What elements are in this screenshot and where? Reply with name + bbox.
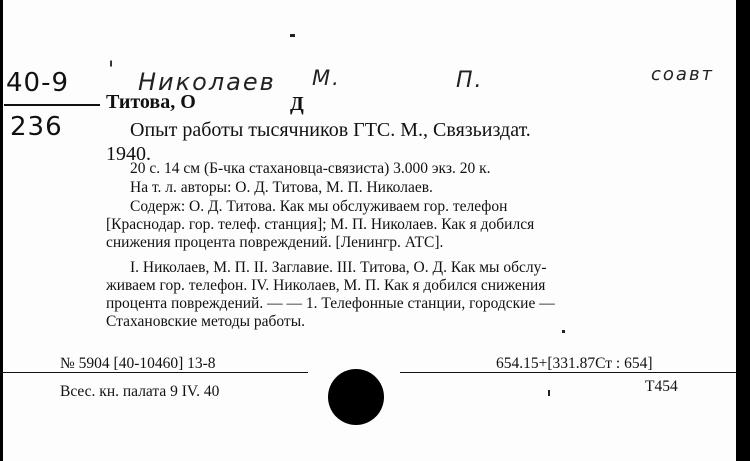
contents-line-2: [Краснодар. гор. телеф. станция]; М. П. Николаев. Как я добился xyxy=(106,216,535,233)
authors-note: На т. л. авторы: О. Д. Титова, М. П. Николаев. xyxy=(130,179,433,196)
author-heading: Титова, О xyxy=(106,91,196,113)
handwritten-initial-m: М. xyxy=(312,66,341,90)
collation: 20 с. 14 см (Б-чка стахановца-связиста) 3.000 экз. 20 к. xyxy=(130,160,491,177)
handwritten-name: Николаев xyxy=(138,68,276,96)
tracing-line-3: процента повреждений. — — 1. Телефонные станции, городские — xyxy=(106,295,555,312)
tracing-line-2: живаем гор. телефон. IV. Николаев, М. П. Как я добился снижения xyxy=(106,277,546,294)
title-line-1: Опыт работы тысячников ГТС. М., Связьиздат. xyxy=(130,119,531,141)
scan-edge-right xyxy=(736,0,750,461)
punch-hole xyxy=(328,369,384,425)
handwritten-initial-p: П. xyxy=(456,68,484,93)
scan-speck xyxy=(290,34,295,37)
card-number: № 5904 [40-10460] 13-8 xyxy=(60,355,216,372)
author-initial: Д xyxy=(290,93,304,115)
call-number-underline xyxy=(4,104,100,106)
scan-speck xyxy=(562,330,565,333)
contents-line-1: Содерж: О. Д. Титова. Как мы обслуживаем гор. телефон xyxy=(130,198,508,215)
handwritten-tick: ' xyxy=(108,58,117,83)
handwritten-coauthor: соавт xyxy=(651,64,715,85)
scan-edge-left xyxy=(0,0,3,461)
contents-line-3: снижения процента повреждений. [Ленингр. АТС]. xyxy=(106,234,444,251)
classification-number: 654.15+[331.87Ст : 654] xyxy=(496,355,653,372)
call-number-bottom: 236 xyxy=(10,112,63,142)
book-chamber-note: Всес. кн. палата 9 IV. 40 xyxy=(60,383,220,400)
author-mark: Т454 xyxy=(645,378,678,395)
tracing-line-4: Стахановские методы работы. xyxy=(106,313,305,330)
title-line-2: 1940. xyxy=(106,143,151,165)
scan-speck xyxy=(548,390,550,396)
call-number-top: 40-9 xyxy=(6,68,70,98)
tracing-line-1: I. Николаев, М. П. II. Заглавие. III. Титова, О. Д. Как мы обслу- xyxy=(130,259,547,276)
